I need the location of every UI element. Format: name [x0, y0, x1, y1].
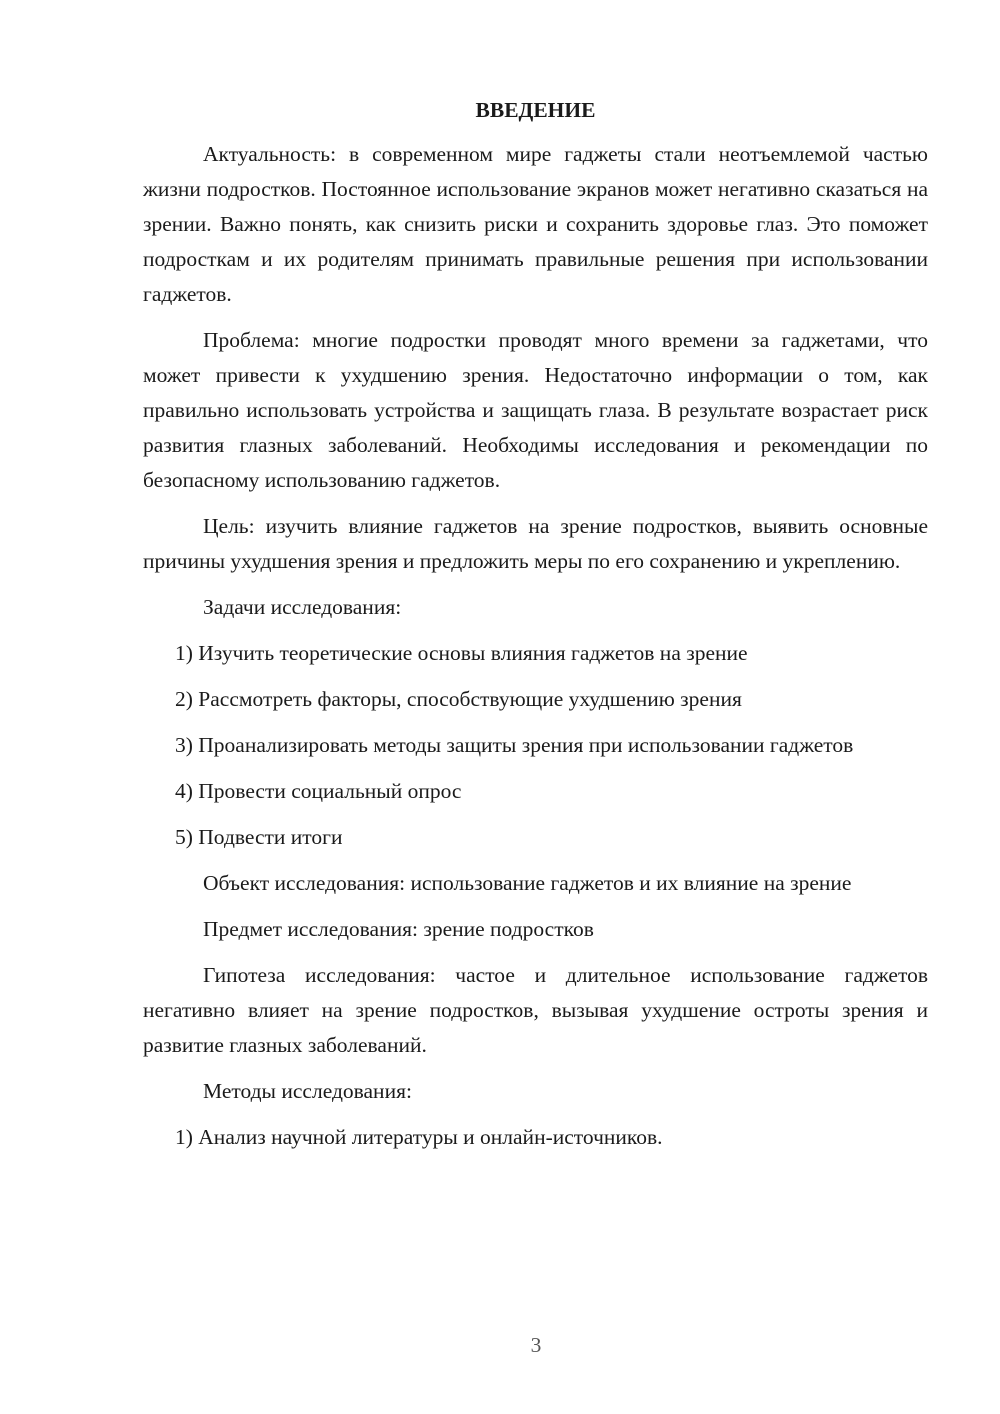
object-paragraph: Объект исследования: использование гаджетов и их влияние на зрение	[203, 871, 852, 895]
method-item-1: 1) Анализ научной литературы и онлайн-источников.	[175, 1125, 663, 1149]
task-item-4: 4) Провести социальный опрос	[175, 779, 462, 803]
goal-paragraph: Цель: изучить влияние гаджетов на зрение подростков, выявить основные причины ухудшения зрения и предложить меры по его сохранению и укреплению.	[143, 514, 928, 573]
subject-paragraph: Предмет исследования: зрение подростков	[203, 917, 594, 941]
task-item-2: 2) Рассмотреть факторы, способствующие ухудшению зрения	[175, 687, 742, 711]
task-item-1: 1) Изучить теоретические основы влияния гаджетов на зрение	[175, 641, 748, 665]
page-number: 3	[530, 1333, 542, 1357]
tasks-heading: Задачи исследования:	[203, 595, 402, 619]
section-title: ВВЕДЕНИЕ	[475, 98, 596, 122]
hypothesis-paragraph: Гипотеза исследования: частое и длительное использование гаджетов негативно влияет на зрение подростков, вызывая ухудшение остроты зрения и развитие глазных заболеваний.	[143, 963, 928, 1057]
methods-heading: Методы исследования:	[203, 1079, 412, 1103]
task-item-5: 5) Подвести итоги	[175, 825, 343, 849]
problem-paragraph: Проблема: многие подростки проводят много времени за гаджетами, что может привести к ухудшению зрения. Недостаточно информации о том, как правильно использовать устройства и защищать глаза. В результате возрастает риск развития глазных заболеваний. Необходимы исследования и рекомендации по безопасному использованию гаджетов.	[143, 328, 928, 492]
relevance-paragraph: Актуальность: в современном мире гаджеты стали неотъемлемой частью жизни подростков. Постоянное использование экранов может негативно сказаться на зрении. Важно понять, как снизить риски и сохранить здоровье глаз. Это поможет подросткам и их родителям принимать правильные решения при использовании гаджетов.	[143, 142, 928, 306]
task-item-3: 3) Проанализировать методы защиты зрения при использовании гаджетов	[175, 733, 854, 757]
document-page	[143, 95, 928, 1166]
